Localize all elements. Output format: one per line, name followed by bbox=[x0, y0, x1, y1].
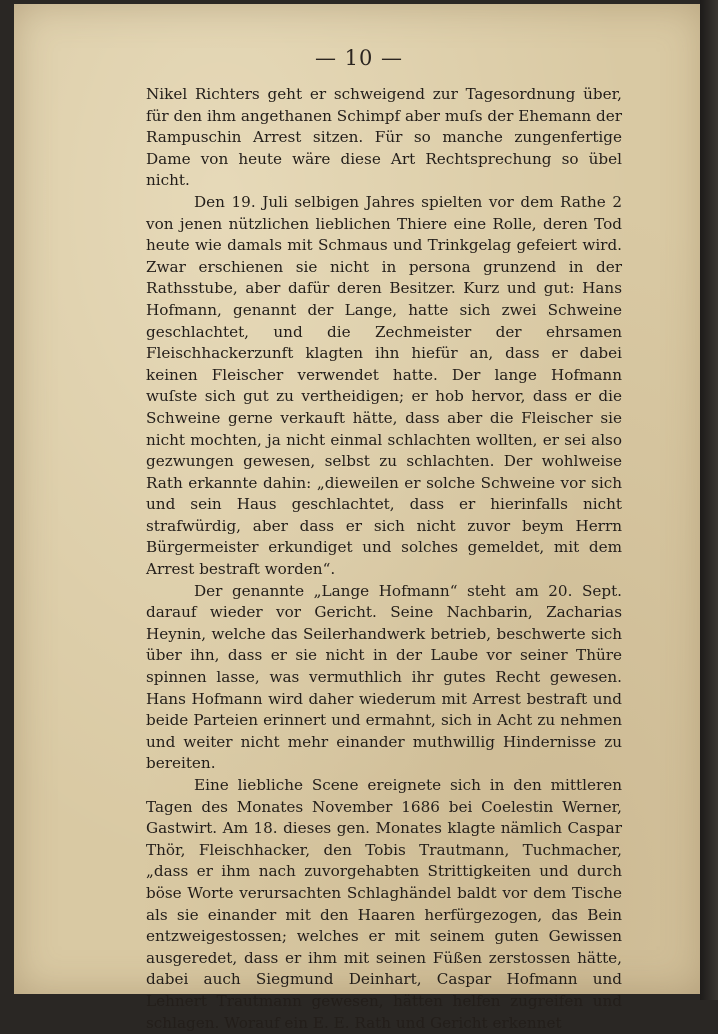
paragraph-2: Den 19. Juli selbigen Jahres spielten vor dem Rathe 2 von jenen nützlichen lieblichen Thiere eine Rolle, deren Tod heute wie damals mit Schmaus und Trinkgelag gefeiert wird. Zwar erschienen sie nicht in persona grunzend in der Rathsstube, aber dafür deren Besitzer. Kurz und gut: Hans Hofmann, genannt der Lange, hatte sich zwei Schweine geschlachtet, und die Zechmeister der ehrsamen Fleischhackerzunft klagten ihn hiefür an, dass er dabei keinen Fleischer verwendet hatte. Der lange Hofmann wuſste sich gut zu vertheidigen; er hob hervor, dass er die Schweine gerne verkauft hätte, dass aber die Fleischer sie nicht mochten, ja nicht einmal schlachten wollten, er sei also gezwungen gewesen, selbst zu schlachten. Der wohlweise Rath erkannte dahin: „dieweilen er solche Schweine vor sich und sein Haus geschlachtet, dass er hierinfalls nicht strafwürdig, aber dass er sich nicht zuvor beym Herrn Bürgermeister erkundiget und solches gemeldet, mit dem Arrest bestraft worden“. bbox=[146, 192, 622, 579]
paragraph-3: Der genannte „Lange Hofmann“ steht am 20. Sept. darauf wieder vor Gericht. Seine Nachbarin, Zacharias Heynin, welche das Seilerhandwerk betrieb, beschwerte sich über ihn, dass er sie nicht in der Laube vor seiner Thüre spinnen lasse, was vermuthlich ihr gutes Recht gewesen. Hans Hofmann wird daher wiederum mit Arrest bestraft und beide Parteien erinnert und ermahnt, sich in Acht zu nehmen und weiter nicht mehr einander muthwillig Hindernisse zu bereiten. bbox=[146, 581, 622, 773]
page-number: — 10 — bbox=[314, 46, 404, 70]
body-text bbox=[146, 84, 622, 1034]
paragraph-1: Nikel Richters geht er schweigend zur Tagesordnung über, für den ihm angethanen Schimpf aber muſs der Ehemann der Rampuschin Arrest sitzen. Für so manche zungenfertige Dame von heute wäre diese Art Rechtsprechung so übel nicht. bbox=[146, 85, 622, 190]
paragraph-4: Eine liebliche Scene ereignete sich in den mittleren Tagen des Monates November 1686 bei Coelestin Werner, Gastwirt. Am 18. dieses gen. Monates klagte nämlich Caspar Thör, Fleischhacker, den Tobis Trautmann, Tuchmacher, „dass er ihm nach zuvorgehabten Strittigkeiten und durch böse Worte verursachten Schlaghändel baldt vor dem Tische als sie einander mit den Haaren herfürgezogen, das Bein entzweigestossen; welches er mit seinem guten Gewissen ausgeredet, dass er ihm mit seinen Füßen zerstossen hätte, dabei auch Siegmund Deinhart, Caspar Hofmann und Lehnert Trautmann gewesen, hätten helfen zugreifen und schlagen. Worauf ein E. E. Rath und Gericht erkennet bbox=[146, 776, 622, 1032]
book-edge bbox=[700, 0, 718, 1000]
